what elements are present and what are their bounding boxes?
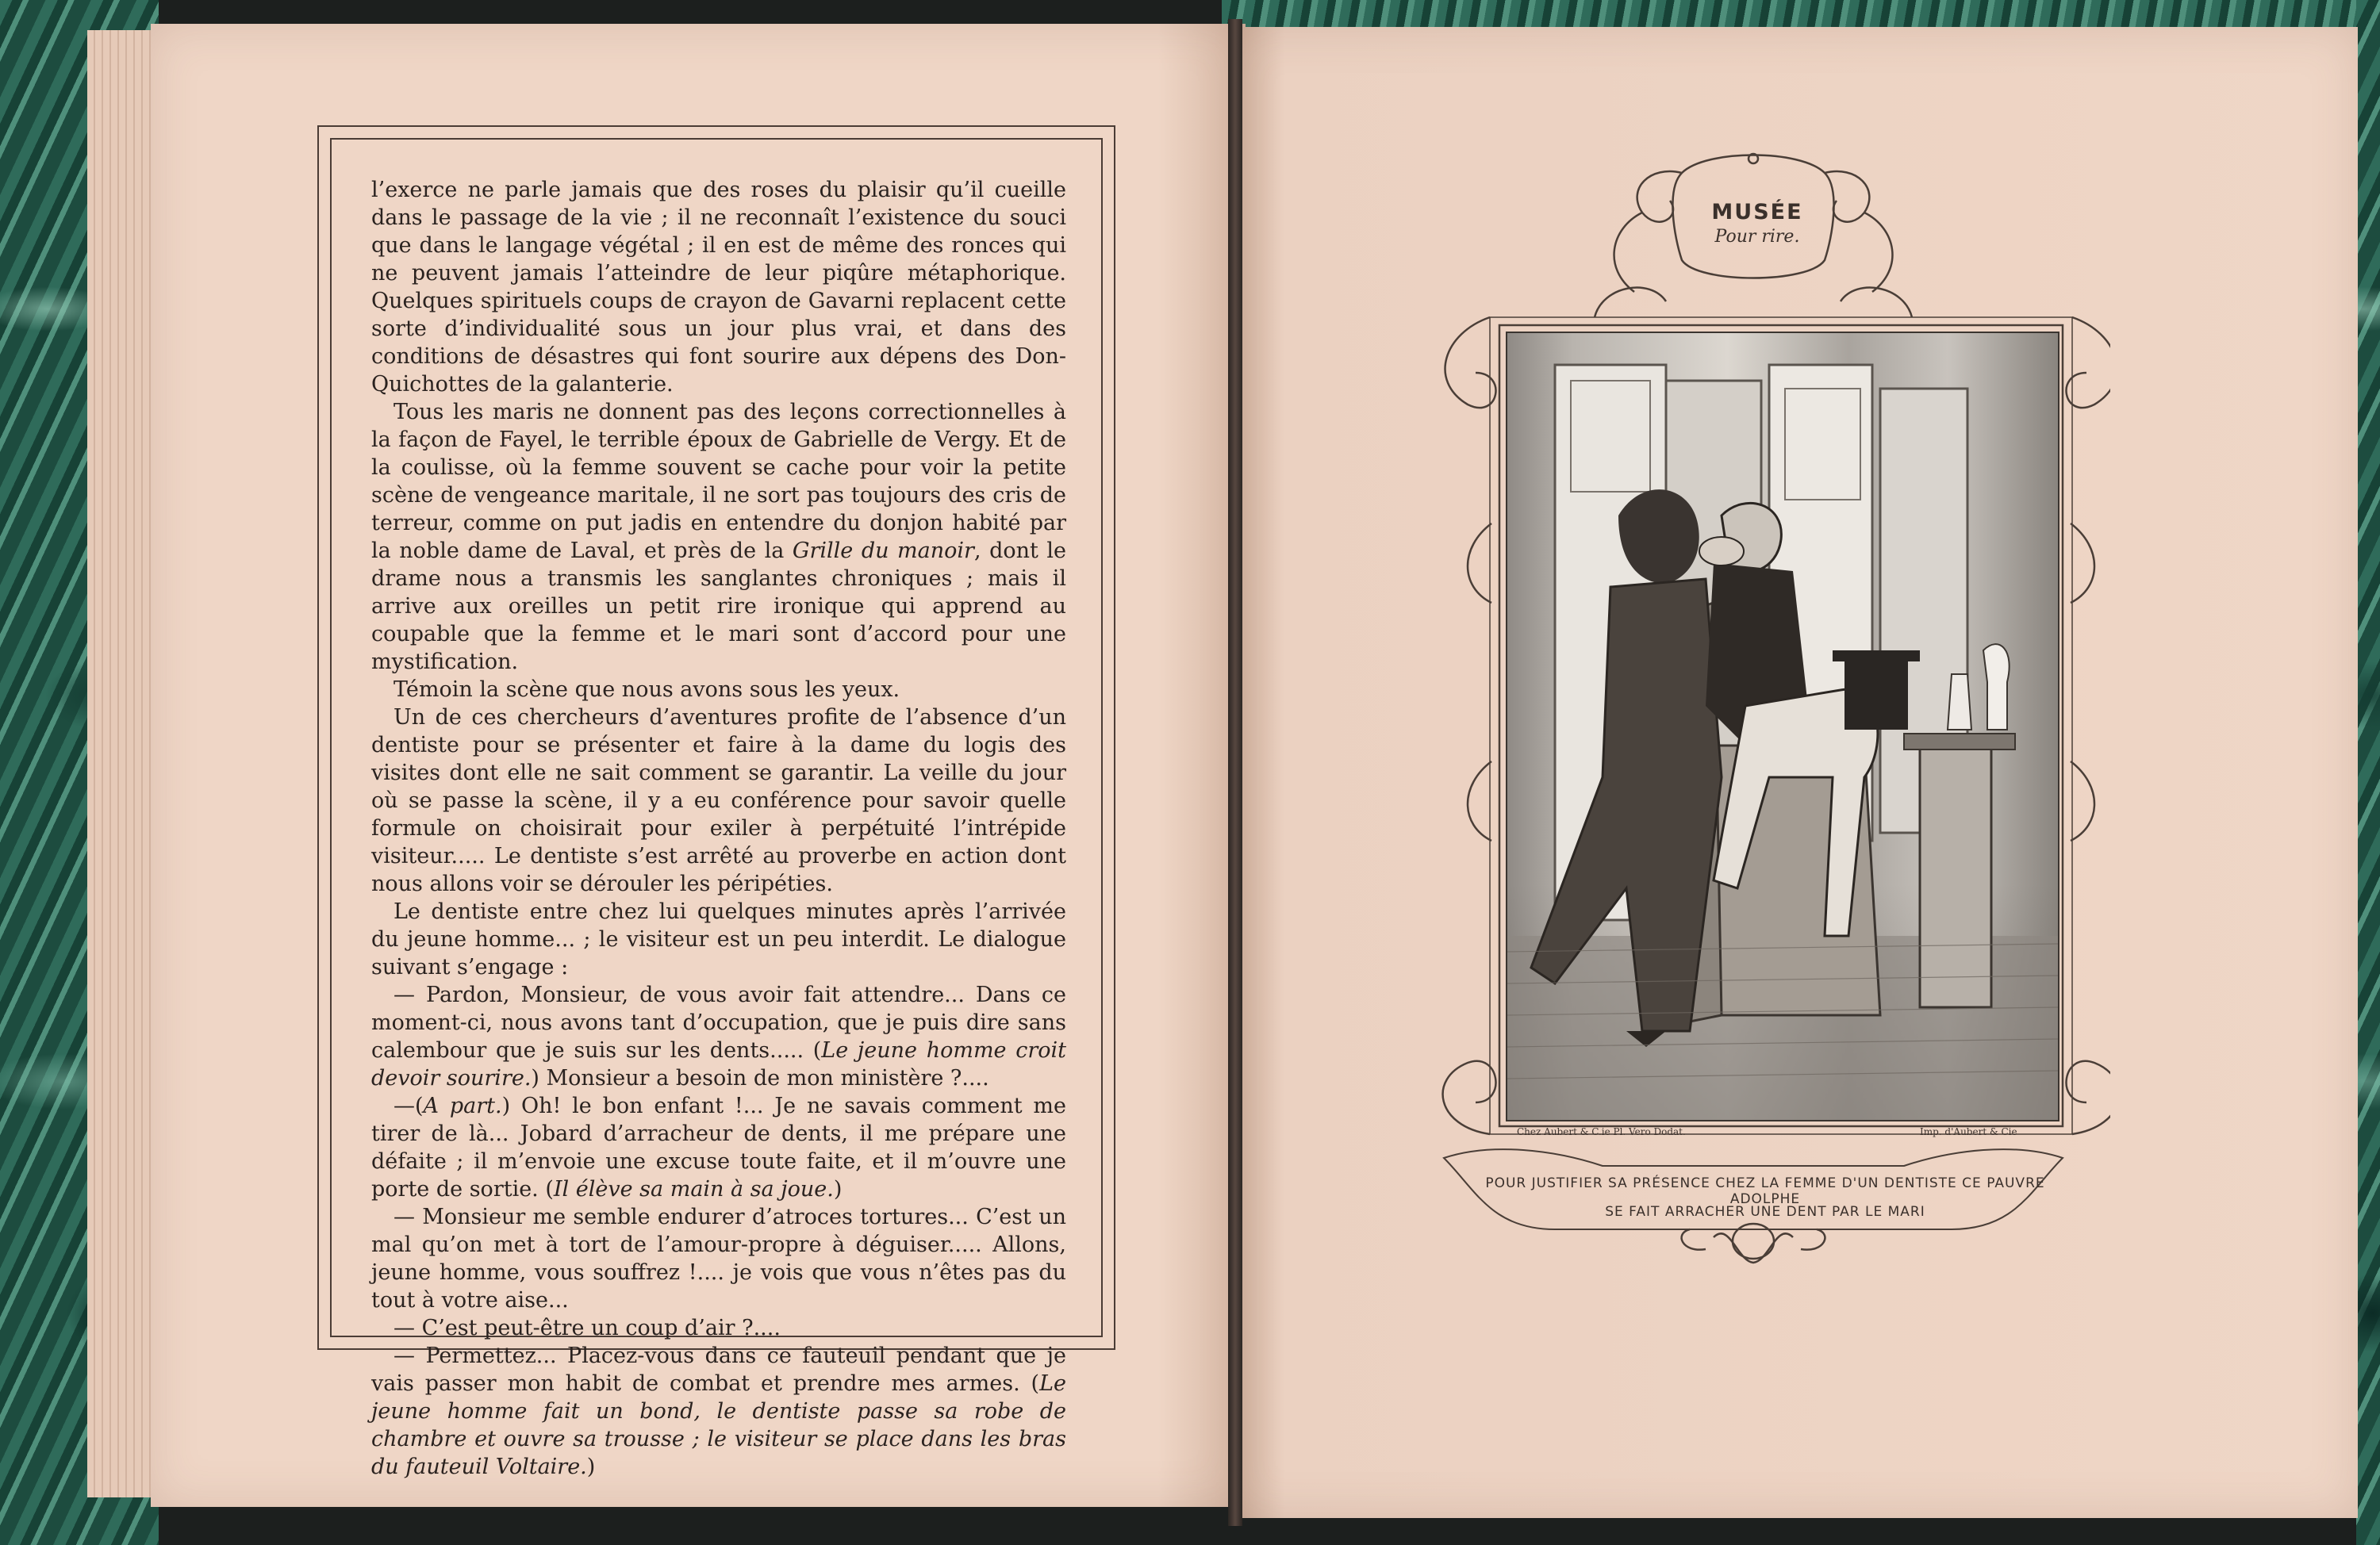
italic-segment: A part. xyxy=(423,1094,502,1118)
text-paragraph xyxy=(371,676,1066,703)
text-segment: , dont le drame nous a transmis les sanglantes chroniques ; mais il arrive aux oreilles un petit rire ironique qui apprend au coupable que la femme et le mari sont d’accord pour une mystification. xyxy=(371,539,1067,674)
text-segment: ) Oh! le bon enfant !... Je ne savais comment me tirer de là... Jobard d’arracheur de dents, il me prépare une défaite ; il m’envoie une excuse toute faite, et il m’ouvre une porte de sortie. ( xyxy=(371,1094,1066,1202)
text-paragraph xyxy=(371,1203,1066,1314)
text-paragraph xyxy=(371,1342,1066,1481)
text-segment: Un de ces chercheurs d’aventures profite de l’absence d’un dentiste pour se présenter et faire à la dame du logis des visites dont elle ne sait comment se garantir. La veille du jour où se passe la scène, il y a eu conférence pour savoir quelle formule on choisirait pour exiler à perpétuité l’intrépide visiteur..... Le dentiste s’est arrêté au proverbe en action dont nous allons voir se dérouler les péripéties. xyxy=(371,705,1066,896)
dentist-scene-drawing xyxy=(1507,333,2058,1120)
text-paragraph xyxy=(371,898,1066,981)
text-paragraph xyxy=(371,1314,1066,1342)
text-paragraph xyxy=(371,703,1066,898)
text-segment: ) xyxy=(833,1177,843,1202)
plate-caption-line-1: POUR JUSTIFIER SA PRÉSENCE CHEZ LA FEMME D'UN DENTISTE CE PAUVRE ADOLPHE xyxy=(1485,1175,2045,1207)
italic-segment: Le jeune homme fait un bond, le dentiste passe sa robe de chambre et ouvre sa trousse ; le visiteur se place dans les bras du fauteuil Voltaire. xyxy=(371,1371,1066,1479)
marbled-cover-top xyxy=(1222,0,2380,27)
publisher-credit: Chez Aubert & C.ie Pl. Vero Dodat. xyxy=(1517,1126,1686,1137)
text-segment: Témoin la scène que nous avons sous les yeux. xyxy=(393,677,900,702)
text-segment: — C’est peut-être un coup d’air ?.... xyxy=(393,1316,781,1340)
text-segment: —( xyxy=(393,1094,424,1118)
text-segment: — Monsieur me semble endurer d’atroces tortures... C’est un mal qu’on met à tort de l’amour-propre à déguiser..... Allons, jeune homme, vous souffrez !.... je vois que vous n’êtes pas du tout à votre aise... xyxy=(371,1205,1066,1313)
text-segment: ) xyxy=(586,1455,596,1479)
text-frame xyxy=(317,125,1115,1479)
text-segment: Tous les maris ne donnent pas des leçons correctionnelles à la façon de Fayel, le terrible époux de Gabrielle de Vergy. Et de la coulisse, où la femme souvent se cache pour voir la petite scène de vengeance maritale, il ne sort pas toujours des cris de terreur, comme on put jadis en entendre du donjon habité par la noble dame de Laval, et près de la xyxy=(371,400,1066,563)
text-segment: ) Monsieur a besoin de mon ministère ?.... xyxy=(531,1066,989,1091)
lithograph-illustration xyxy=(1506,332,2059,1121)
italic-segment: Il élève sa main à sa joue. xyxy=(553,1177,834,1202)
body-text xyxy=(371,176,1066,1481)
marbled-cover-right xyxy=(2356,0,2380,1545)
book-gutter xyxy=(1228,19,1242,1526)
printer-credit: Imp. d'Aubert & Cie xyxy=(1920,1126,2017,1137)
cartouche-title: MUSÉE xyxy=(1711,200,1803,224)
italic-segment: Grille du manoir xyxy=(792,539,974,563)
text-paragraph xyxy=(371,176,1066,398)
text-segment: l’exerce ne parle jamais que des roses du plaisir qu’il cueille dans le passage de la vie ; il ne reconnaît l’existence du souci que dans le langage végétal ; il en est de même des ronces qui ne peuvent jamais l’atteindre de leur piqûre métaphorique. Quelques spirituels coups de crayon de Gavarni replacent cette sorte d’individualité sous un jour plus vrai, et dans des conditions de désastres qui font sourire aux dépens des Don-Quichottes de la galanterie. xyxy=(371,178,1066,397)
page-edge-stack xyxy=(87,30,159,1497)
italic-segment: Le jeune homme croit devoir sourire. xyxy=(371,1038,1066,1091)
text-paragraph xyxy=(371,1092,1066,1203)
text-segment: — Permettez... Placez-vous dans ce fauteuil pendant que je vais passer mon habit de combat et prendre mes armes. ( xyxy=(371,1344,1066,1396)
text-paragraph xyxy=(371,398,1066,676)
text-segment: Le dentiste entre chez lui quelques minutes après l’arrivée du jeune homme... ; le visiteur est un peu interdit. Le dialogue suivant s’engage : xyxy=(371,899,1066,980)
text-frame-inner xyxy=(330,138,1103,1479)
text-segment: — Pardon, Monsieur, de vous avoir fait attendre... Dans ce moment-ci, nous avons tant d’occupation, que je puis dire sans calembour que je suis sur les dents..... ( xyxy=(371,983,1066,1063)
text-paragraph xyxy=(371,981,1066,1092)
plate-caption-line-2: SE FAIT ARRACHER UNE DENT PAR LE MARI xyxy=(1605,1204,1925,1220)
cartouche-subtitle: Pour rire. xyxy=(1714,227,1800,247)
